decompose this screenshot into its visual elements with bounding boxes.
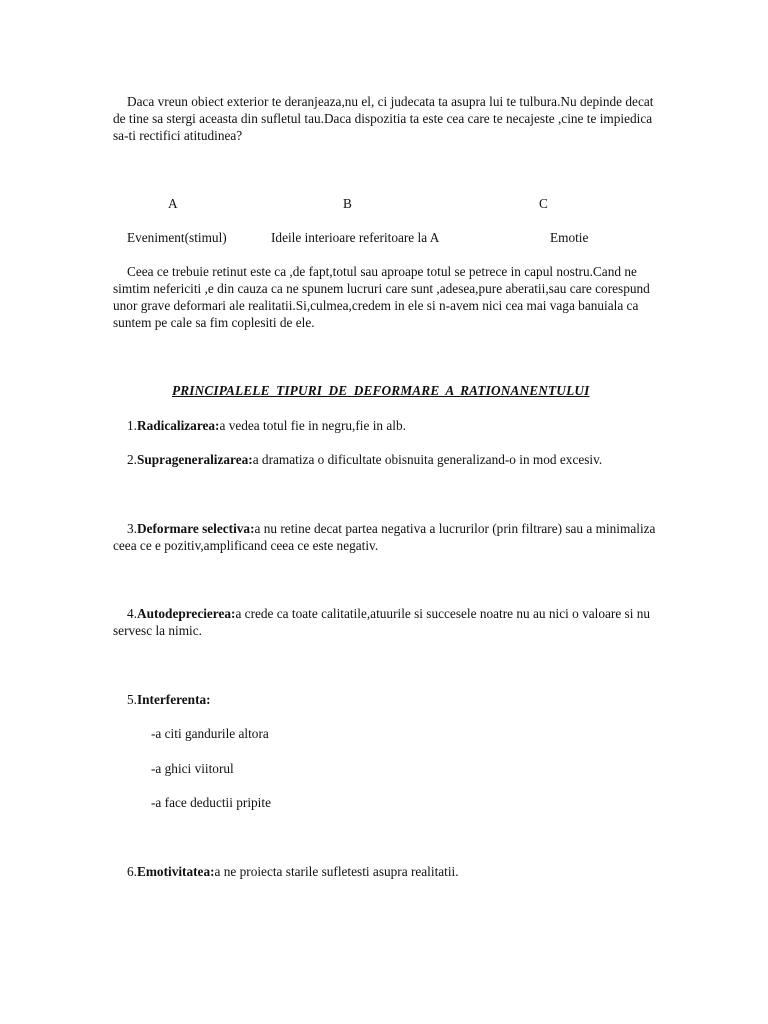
abc-description-c: Emotie [550, 230, 589, 245]
list-item [113, 417, 658, 434]
item-term: Interferenta: [136, 692, 211, 707]
item-text: a vedea totul fie in negru,fie in alb. [219, 418, 406, 433]
item-term: Deformare selectiva: [136, 521, 255, 536]
section-title: PRINCIPALELE TIPURI DE DEFORMARE A RATIONANENTULUI [172, 383, 590, 398]
list-item [113, 691, 658, 708]
sub-item: -a citi gandurile altora [151, 726, 269, 741]
item-number: 1. [127, 418, 137, 433]
item-term: Suprageneralizarea: [136, 452, 253, 467]
item-number: 5. [127, 692, 137, 707]
list-item [113, 863, 658, 880]
summary-paragraph: Ceea ce trebuie retinut este ca ,de fapt,totul sau aproape totul se petrece in capul nostru.Cand ne simtim nefericiti ,e din cauza ca ne spunem lucruri care sunt ,adesea,pure aberatii,sau care corespund unor grave deformari ale realitatii.Si,culmea,credem in ele si n-avem nici cea mai vaga banuiala ca suntem pe cale sa fim coplesiti de ele. [113, 264, 650, 330]
sub-item: -a face deductii pripite [151, 795, 271, 810]
item-term: Radicalizarea: [136, 418, 220, 433]
list-item [113, 605, 658, 639]
item-text: a nu retine decat partea negativa a lucrurilor (prin filtrare) sau a minimaliza ceea ce e pozitiv,amplificand ceea ce este negativ. [113, 521, 656, 553]
item-number: 6. [127, 864, 137, 879]
abc-description-a: Eveniment(stimul) [127, 230, 227, 245]
intro-paragraph: Daca vreun obiect exterior te deranjeaza,nu el, ci judecata ta asupra lui te tulbura.Nu depinde decat de tine sa stergi aceasta din sufletul tau.Daca dispozitia ta este cea care te necajeste ,cine te impiedica sa-ti rectifici atitudinea? [113, 94, 654, 143]
item-text: a crede ca toate calitatile,atuurile si succesele noatre nu au nici o valoare si nu servesc la nimic. [113, 606, 651, 638]
list-item [113, 451, 658, 468]
abc-letter-b: B [343, 196, 352, 211]
item-number: 4. [127, 606, 137, 621]
abc-description-b: Ideile interioare referitoare la A [271, 230, 440, 245]
item-text: a ne proiecta starile sufletesti asupra realitatii. [214, 864, 459, 879]
item-number: 3. [127, 521, 137, 536]
item-term: Emotivitatea: [136, 864, 215, 879]
abc-letter-a: A [168, 196, 178, 211]
sub-item: -a ghici viitorul [151, 761, 234, 776]
abc-letter-c: C [539, 196, 548, 211]
list-item [113, 520, 658, 554]
item-number: 2. [127, 452, 137, 467]
item-term: Autodeprecierea: [136, 606, 236, 621]
item-text: a dramatiza o dificultate obisnuita generalizand-o in mod excesiv. [252, 452, 603, 467]
